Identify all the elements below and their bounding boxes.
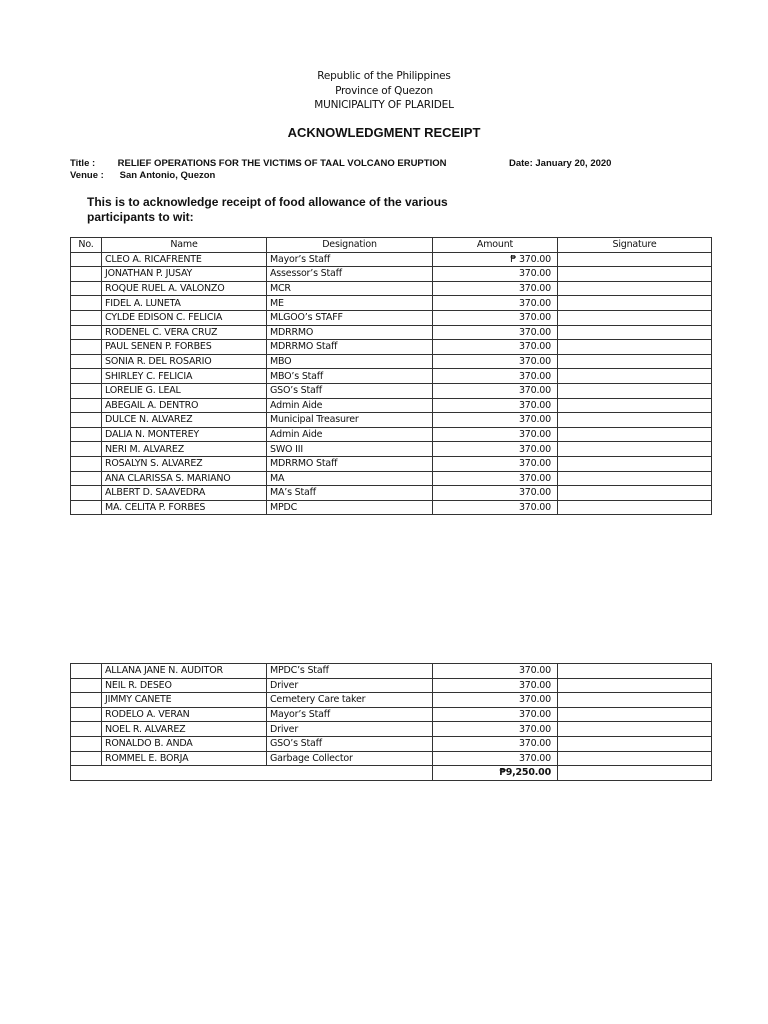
cell-name: ALBERT D. SAAVEDRA: [102, 486, 267, 501]
cell-signature: [558, 340, 712, 355]
header-republic: Republic of the Philippines: [317, 70, 451, 82]
cell-amount: 370.00: [433, 296, 558, 311]
cell-designation: MPDC’s Staff: [267, 664, 433, 679]
cell-no: [71, 693, 102, 708]
cell-no: [71, 340, 102, 355]
cell-signature: [558, 383, 712, 398]
cell-designation: MA: [267, 471, 433, 486]
cell-amount: 370.00: [433, 281, 558, 296]
cell-amount: 370.00: [433, 722, 558, 737]
cell-amount: 370.00: [433, 664, 558, 679]
cell-no: [71, 369, 102, 384]
cell-amount: 370.00: [433, 707, 558, 722]
cell-designation: GSO’s Staff: [267, 736, 433, 751]
cell-amount: ₱ 370.00: [433, 252, 558, 267]
cell-signature: [558, 325, 712, 340]
total-amount: ₱9,250.00: [433, 766, 558, 781]
cell-name: RODENEL C. VERA CRUZ: [102, 325, 267, 340]
cell-name: ROSALYN S. ALVAREZ: [102, 456, 267, 471]
cell-signature: [558, 252, 712, 267]
cell-designation: Admin Aide: [267, 398, 433, 413]
table-row: [71, 722, 712, 737]
cell-signature: [558, 471, 712, 486]
cell-no: [71, 427, 102, 442]
cell-no: [71, 736, 102, 751]
table-row: [71, 736, 712, 751]
cell-designation: Driver: [267, 722, 433, 737]
cell-signature: [558, 281, 712, 296]
meta-title-line: [70, 158, 446, 169]
cell-designation: Mayor’s Staff: [267, 707, 433, 722]
cell-designation: MDRRMO: [267, 325, 433, 340]
cell-name: JIMMY CANETE: [102, 693, 267, 708]
cell-signature: [558, 296, 712, 311]
cell-no: [71, 325, 102, 340]
header-signature: Signature: [558, 238, 712, 253]
cell-name: MA. CELITA P. FORBES: [102, 500, 267, 515]
cell-designation: GSO’s Staff: [267, 383, 433, 398]
cell-amount: 370.00: [433, 486, 558, 501]
cell-designation: Driver: [267, 678, 433, 693]
table-row: [71, 693, 712, 708]
cell-name: NOEL R. ALVAREZ: [102, 722, 267, 737]
cell-amount: 370.00: [433, 471, 558, 486]
cell-amount: 370.00: [433, 383, 558, 398]
header-amount: Amount: [433, 238, 558, 253]
cell-name: ROQUE RUEL A. VALONZO: [102, 281, 267, 296]
cell-no: [71, 664, 102, 679]
cell-designation: Garbage Collector: [267, 751, 433, 766]
cell-designation: MPDC: [267, 500, 433, 515]
cell-signature: [558, 678, 712, 693]
total-row: [71, 766, 712, 781]
date-text: Date: January 20, 2020: [509, 158, 612, 169]
cell-designation: Municipal Treasurer: [267, 413, 433, 428]
cell-no: [71, 471, 102, 486]
cell-no: [71, 486, 102, 501]
cell-amount: 370.00: [433, 500, 558, 515]
header-municipality: MUNICIPALITY OF PLARIDEL: [314, 99, 454, 111]
cell-signature: [558, 267, 712, 282]
cell-no: [71, 252, 102, 267]
cell-no: [71, 722, 102, 737]
table-row: [71, 267, 712, 282]
cell-name: NERI M. ALVAREZ: [102, 442, 267, 457]
venue-value: San Antonio, Quezon: [119, 170, 216, 181]
receipt-table-page2: [70, 663, 712, 781]
cell-signature: [558, 751, 712, 766]
cell-name: LORELIE G. LEAL: [102, 383, 267, 398]
cell-amount: 370.00: [433, 340, 558, 355]
table-row: [71, 383, 712, 398]
cell-no: [71, 310, 102, 325]
cell-no: [71, 707, 102, 722]
cell-signature: [558, 369, 712, 384]
table-body-page2: [71, 664, 712, 766]
cell-signature: [558, 664, 712, 679]
cell-name: CYLDE EDISON C. FELICIA: [102, 310, 267, 325]
document-title: ACKNOWLEDGMENT RECEIPT: [287, 125, 481, 140]
cell-name: DALIA N. MONTEREY: [102, 427, 267, 442]
cell-signature: [558, 427, 712, 442]
cell-designation: MCR: [267, 281, 433, 296]
cell-no: [71, 267, 102, 282]
header-name: Name: [102, 238, 267, 253]
cell-amount: 370.00: [433, 736, 558, 751]
table-row: [71, 707, 712, 722]
cell-designation: MLGOO’s STAFF: [267, 310, 433, 325]
header-province: Province of Quezon: [335, 85, 433, 97]
cell-signature: [558, 486, 712, 501]
cell-no: [71, 354, 102, 369]
cell-signature: [558, 707, 712, 722]
cell-name: ALLANA JANE N. AUDITOR: [102, 664, 267, 679]
cell-name: SONIA R. DEL ROSARIO: [102, 354, 267, 369]
cell-amount: 370.00: [433, 693, 558, 708]
cell-designation: MDRRMO Staff: [267, 340, 433, 355]
header-designation: Designation: [267, 238, 433, 253]
cell-name: RONALDO B. ANDA: [102, 736, 267, 751]
cell-amount: 370.00: [433, 354, 558, 369]
cell-amount: 370.00: [433, 325, 558, 340]
cell-designation: Cemetery Care taker: [267, 693, 433, 708]
cell-name: ANA CLARISSA S. MARIANO: [102, 471, 267, 486]
cell-no: [71, 442, 102, 457]
meta-venue-line: [70, 170, 215, 181]
cell-no: [71, 383, 102, 398]
cell-no: [71, 751, 102, 766]
cell-name: SHIRLEY C. FELICIA: [102, 369, 267, 384]
table-row: [71, 456, 712, 471]
table-row: [71, 678, 712, 693]
title-value: RELIEF OPERATIONS FOR THE VICTIMS OF TAAL VOLCANO ERUPTION: [117, 158, 447, 169]
cell-designation: Admin Aide: [267, 427, 433, 442]
cell-name: NEIL R. DESEO: [102, 678, 267, 693]
cell-amount: 370.00: [433, 678, 558, 693]
cell-signature: [558, 722, 712, 737]
table-row: [71, 325, 712, 340]
table-row: [71, 398, 712, 413]
cell-signature: [558, 442, 712, 457]
cell-amount: 370.00: [433, 398, 558, 413]
cell-name: ROMMEL E. BORJA: [102, 751, 267, 766]
table-row: [71, 369, 712, 384]
cell-no: [71, 296, 102, 311]
cell-signature: [558, 310, 712, 325]
table-row: [71, 751, 712, 766]
cell-amount: 370.00: [433, 456, 558, 471]
cell-designation: SWO III: [267, 442, 433, 457]
cell-amount: 370.00: [433, 310, 558, 325]
table-body-page1: [71, 252, 712, 515]
total-signature-cell: [558, 766, 712, 781]
header-no: No.: [71, 238, 102, 253]
table-row: [71, 296, 712, 311]
cell-no: [71, 456, 102, 471]
cell-no: [71, 678, 102, 693]
intro-paragraph: This is to acknowledge receipt of food allowance of the various participants to wit:: [87, 195, 448, 224]
cell-signature: [558, 413, 712, 428]
cell-designation: MBO’s Staff: [267, 369, 433, 384]
cell-amount: 370.00: [433, 369, 558, 384]
cell-designation: Mayor’s Staff: [267, 252, 433, 267]
table-row: [71, 471, 712, 486]
title-label: Title :: [70, 158, 96, 169]
cell-designation: MBO: [267, 354, 433, 369]
cell-signature: [558, 693, 712, 708]
cell-name: PAUL SENEN P. FORBES: [102, 340, 267, 355]
cell-signature: [558, 456, 712, 471]
cell-name: RODELO A. VERAN: [102, 707, 267, 722]
cell-no: [71, 413, 102, 428]
cell-name: ABEGAIL A. DENTRO: [102, 398, 267, 413]
cell-amount: 370.00: [433, 751, 558, 766]
cell-signature: [558, 736, 712, 751]
cell-no: [71, 398, 102, 413]
table-row: [71, 413, 712, 428]
cell-no: [71, 500, 102, 515]
cell-amount: 370.00: [433, 267, 558, 282]
table-row: [71, 427, 712, 442]
cell-signature: [558, 500, 712, 515]
cell-amount: 370.00: [433, 442, 558, 457]
table-row: [71, 664, 712, 679]
cell-signature: [558, 354, 712, 369]
cell-designation: Assessor’s Staff: [267, 267, 433, 282]
table-row: [71, 442, 712, 457]
table-row: [71, 340, 712, 355]
cell-name: CLEO A. RICAFRENTE: [102, 252, 267, 267]
cell-designation: MDRRMO Staff: [267, 456, 433, 471]
cell-name: FIDEL A. LUNETA: [102, 296, 267, 311]
cell-designation: ME: [267, 296, 433, 311]
table-header-row: [71, 238, 712, 253]
cell-amount: 370.00: [433, 427, 558, 442]
cell-designation: MA’s Staff: [267, 486, 433, 501]
receipt-table-page1: [70, 237, 712, 515]
cell-name: JONATHAN P. JUSAY: [102, 267, 267, 282]
cell-no: [71, 281, 102, 296]
cell-amount: 370.00: [433, 413, 558, 428]
cell-signature: [558, 398, 712, 413]
table-row: [71, 310, 712, 325]
table-row: [71, 281, 712, 296]
table-row: [71, 354, 712, 369]
table-row: [71, 486, 712, 501]
table-row: [71, 252, 712, 267]
total-spacer: [71, 766, 433, 781]
cell-name: DULCE N. ALVAREZ: [102, 413, 267, 428]
table-row: [71, 500, 712, 515]
venue-label: Venue :: [70, 170, 104, 181]
